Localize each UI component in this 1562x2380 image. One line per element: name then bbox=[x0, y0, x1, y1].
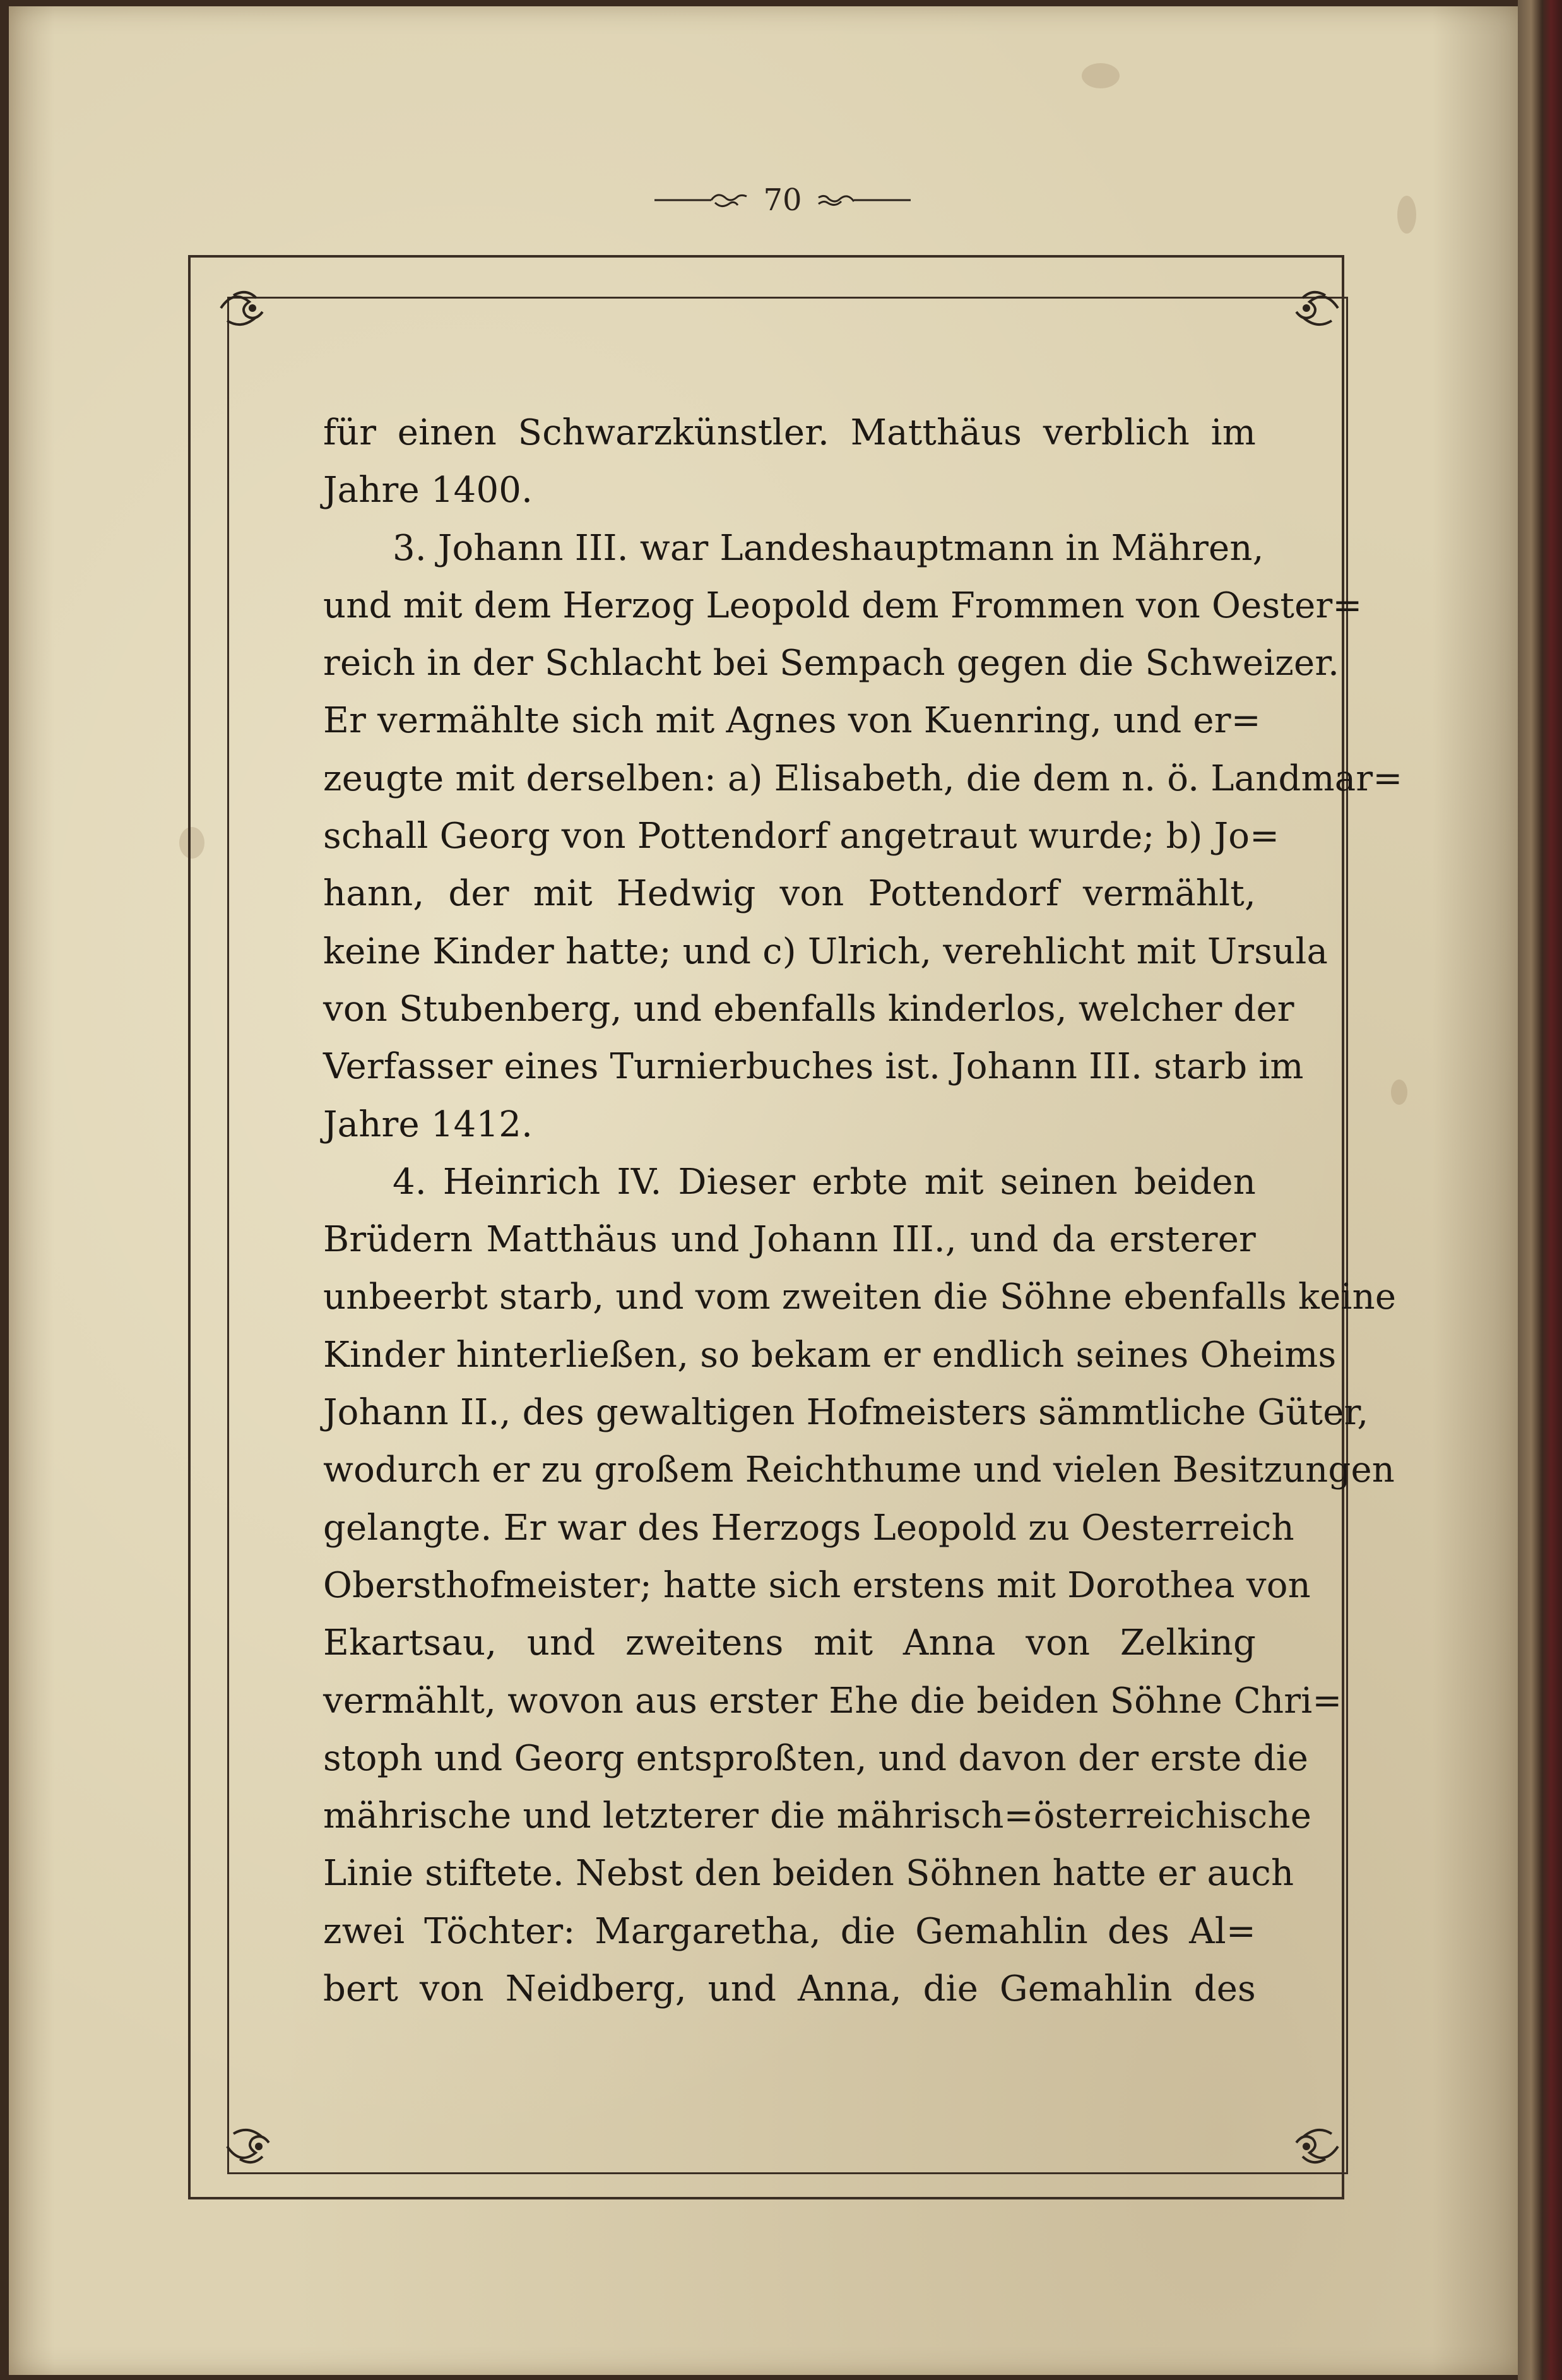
paper-stain bbox=[1082, 63, 1120, 88]
page-number: 70 bbox=[763, 182, 802, 218]
text-line: Verfasser eines Turnierbuches ist. Johann III. starb im bbox=[323, 1046, 1304, 1088]
text-line: Er vermählte sich mit Agnes von Kuenring, und er= bbox=[323, 700, 1261, 742]
text-line: Brüdern Matthäus und Johann III., und da ersterer bbox=[323, 1219, 1256, 1261]
text-line: Jahre 1412. bbox=[323, 1104, 533, 1145]
text-line: und mit dem Herzog Leopold dem Frommen von Oester= bbox=[323, 585, 1363, 626]
text-line: zwei Töchter: Margaretha, die Gemahlin des Al= bbox=[323, 1910, 1256, 1952]
ornament-rule-right-icon bbox=[816, 187, 911, 213]
text-line: zeugte mit derselben: a) Elisabeth, die dem n. ö. Landmar= bbox=[323, 758, 1403, 799]
text-line: Obersthofmeister; hatte sich erstens mit Dorothea von bbox=[323, 1564, 1311, 1606]
paper-stain bbox=[1391, 1080, 1407, 1105]
text-line: Jahre 1400. bbox=[323, 470, 533, 511]
text-line: keine Kinder hatte; und c) Ulrich, verehlicht mit Ursula bbox=[323, 931, 1328, 972]
text-line: 4. Heinrich IV. Dieser erbte mit seinen beiden bbox=[393, 1161, 1256, 1203]
text-line: Johann II., des gewaltigen Hofmeisters sämmtliche Güter, bbox=[323, 1392, 1369, 1434]
text-line: von Stubenberg, und ebenfalls kinderlos, welcher der bbox=[323, 988, 1294, 1030]
text-line: wodurch er zu großem Reichthume und vielen Besitzungen bbox=[323, 1449, 1395, 1491]
text-line: bert von Neidberg, und Anna, die Gemahlin des bbox=[323, 1968, 1256, 2010]
corner-ornament-icon bbox=[215, 283, 284, 333]
text-line: schall Georg von Pottendorf angetraut wurde; b) Jo= bbox=[323, 816, 1280, 857]
corner-ornament-icon bbox=[221, 2121, 290, 2172]
corner-ornament-icon bbox=[1275, 283, 1344, 333]
text-line: vermählt, wovon aus erster Ehe die beiden Söhne Chri= bbox=[323, 1680, 1342, 1722]
text-line: 3. Johann III. war Landeshauptmann in Mähren, bbox=[393, 527, 1264, 569]
page-body-text bbox=[323, 404, 1403, 2109]
text-line: hann, der mit Hedwig von Pottendorf vermählt, bbox=[323, 873, 1256, 915]
text-line: gelangte. Er war des Herzogs Leopold zu Oesterreich bbox=[323, 1507, 1294, 1549]
text-line: reich in der Schlacht bei Sempach gegen die Schweizer. bbox=[323, 643, 1340, 684]
text-line: Kinder hinterließen, so bekam er endlich seines Oheims bbox=[323, 1334, 1337, 1376]
page-header bbox=[618, 172, 947, 229]
paper-stain bbox=[1397, 196, 1416, 234]
book-edge bbox=[1518, 0, 1562, 2380]
text-line: Ekartsau, und zweitens mit Anna von Zelking bbox=[323, 1622, 1256, 1664]
ornament-rule-left-icon bbox=[654, 187, 749, 213]
text-line: stoph und Georg entsproßten, und davon der erste die bbox=[323, 1737, 1309, 1779]
corner-ornament-icon bbox=[1275, 2121, 1344, 2172]
text-line: Linie stiftete. Nebst den beiden Söhnen hatte er auch bbox=[323, 1853, 1294, 1895]
text-line: unbeerbt starb, und vom zweiten die Söhne ebenfalls keine bbox=[323, 1276, 1397, 1318]
text-line: für einen Schwarzkünstler. Matthäus verblich im bbox=[323, 412, 1256, 453]
text-line: mährische und letzterer die mährisch=österreichische bbox=[323, 1795, 1312, 1837]
